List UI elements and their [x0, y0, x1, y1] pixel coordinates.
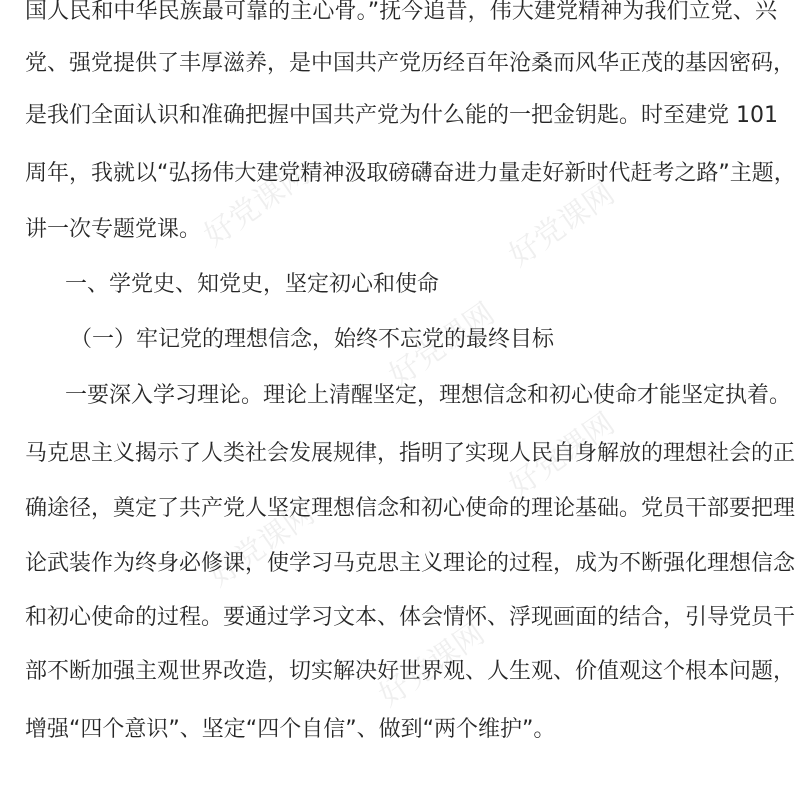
watermark: 好党课网	[382, 296, 502, 394]
paragraph-line: 和初心使命的过程。要通过学习文本、体会情怀、浮现画面的结合，引导党员干	[25, 605, 796, 630]
watermark: 好党课网	[502, 176, 622, 274]
watermark: 好党课网	[197, 156, 317, 254]
watermark: 好党课网	[202, 496, 322, 594]
watermark: 好党课网	[502, 406, 622, 504]
section-heading: 一、学党史、知党史，坚定初心和使命	[65, 272, 440, 297]
paragraph-line: 讲一次专题党课。	[25, 217, 202, 242]
subsection-heading: （一）牢记党的理想信念，始终不忘党的最终目标	[70, 327, 555, 352]
paragraph-line: 一要深入学习理论。理论上清醒坚定，理想信念和初心使命才能坚定执着。	[65, 383, 792, 408]
paragraph-line: 马克思主义揭示了人类社会发展规律，指明了实现人民自身解放的理想社会的正	[25, 441, 796, 466]
paragraph-line: 周年，我就以“弘扬伟大建党精神汲取磅礴奋进力量走好新时代赶考之路”主题，	[25, 161, 796, 186]
paragraph-line: 论武装作为终身必修课，使学习马克思主义理论的过程，成为不断强化理想信念	[25, 551, 796, 576]
watermark: 好党课网	[372, 616, 492, 714]
paragraph-line: 确途径，奠定了共产党人坚定理想信念和初心使命的理论基础。党员干部要把理	[25, 496, 796, 521]
paragraph-line: 是我们全面认识和准确把握中国共产党为什么能的一把金钥匙。时至建党 101	[25, 103, 778, 128]
paragraph-line: 增强“四个意识”、坚定“四个自信”、做到“两个维护”。	[25, 717, 556, 742]
paragraph-line: 党、强党提供了丰厚滋养，是中国共产党历经百年沧桑而风华正茂的基因密码，	[25, 51, 796, 76]
paragraph-line: 国人民和中华民族最可靠的主心骨。”抚今追昔，伟大建党精神为我们立党、兴	[25, 0, 777, 24]
paragraph-line: 部不断加强主观世界改造，切实解决好世界观、人生观、价值观这个根本问题，	[25, 659, 796, 684]
